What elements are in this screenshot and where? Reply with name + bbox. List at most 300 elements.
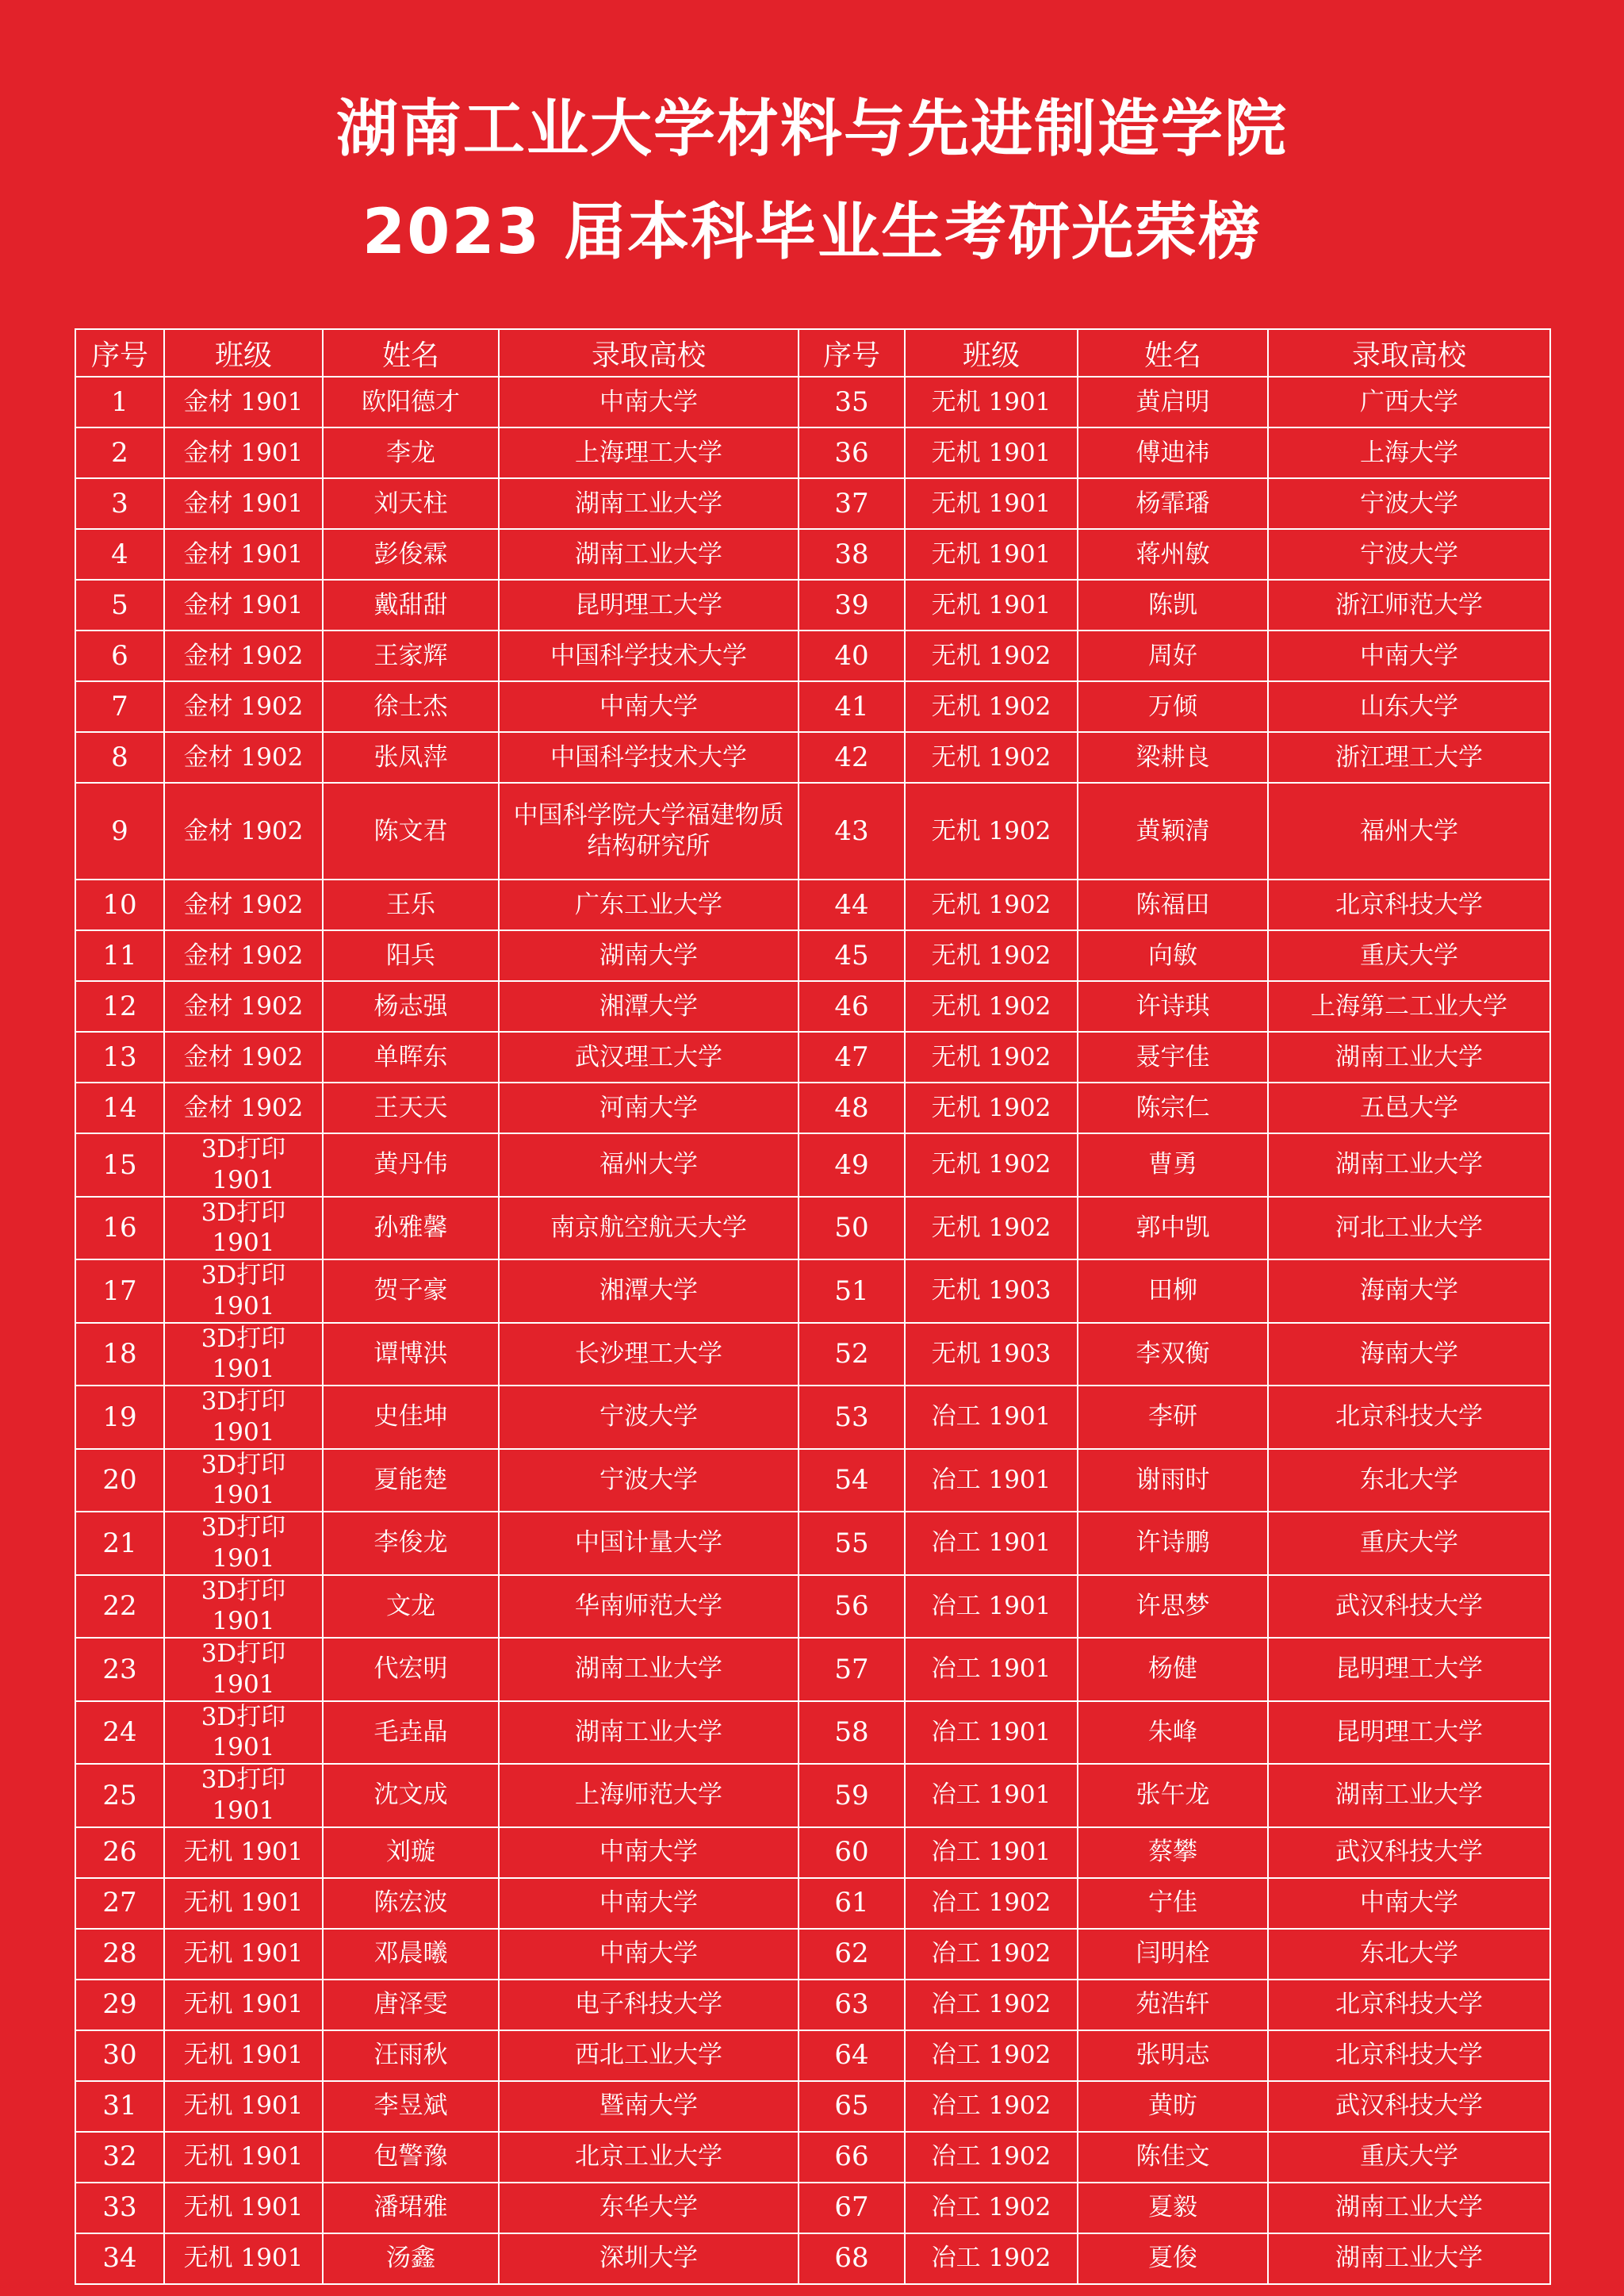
table-row [75, 681, 1550, 732]
serial-number: 5 [75, 580, 164, 631]
admitted-school: 湖南工业大学 [1268, 2183, 1550, 2233]
serial-number: 46 [799, 981, 905, 1032]
serial-number: 26 [75, 1827, 164, 1878]
serial-number: 57 [799, 1638, 905, 1701]
student-name: 黄昉 [1078, 2081, 1268, 2132]
student-name: 蒋州敏 [1078, 529, 1268, 580]
class-name: 冶工 1902 [905, 1878, 1078, 1929]
admitted-school: 中南大学 [1268, 631, 1550, 681]
admitted-school: 武汉理工大学 [499, 1032, 799, 1083]
class-name: 3D打印 1901 [164, 1197, 323, 1260]
student-name: 许诗琪 [1078, 981, 1268, 1032]
serial-number: 4 [75, 529, 164, 580]
serial-number: 9 [75, 783, 164, 880]
student-name: 邓晨曦 [323, 1929, 499, 1980]
serial-number: 48 [799, 1083, 905, 1133]
admitted-school: 电子科技大学 [499, 1980, 799, 2030]
class-name: 无机 1902 [905, 880, 1078, 930]
student-name: 谢雨时 [1078, 1449, 1268, 1512]
admitted-school: 福州大学 [499, 1133, 799, 1197]
serial-number: 22 [75, 1575, 164, 1639]
class-name: 无机 1901 [905, 529, 1078, 580]
serial-number: 35 [799, 377, 905, 427]
serial-number: 52 [799, 1323, 905, 1386]
header-cell: 班级 [905, 329, 1078, 377]
admitted-school: 湘潭大学 [499, 1259, 799, 1323]
class-name: 金材 1902 [164, 1032, 323, 1083]
student-name: 周好 [1078, 631, 1268, 681]
class-name: 无机 1902 [905, 1133, 1078, 1197]
class-name: 冶工 1902 [905, 2030, 1078, 2081]
class-name: 3D打印 1901 [164, 1259, 323, 1323]
admitted-school: 中国科学技术大学 [499, 631, 799, 681]
admitted-school: 南京航空航天大学 [499, 1197, 799, 1260]
table-row [75, 1512, 1550, 1575]
admitted-school: 中国科学技术大学 [499, 732, 799, 783]
header-cell: 姓名 [1078, 329, 1268, 377]
student-name: 陈文君 [323, 783, 499, 880]
table-row [75, 1133, 1550, 1197]
admitted-school: 武汉科技大学 [1268, 1827, 1550, 1878]
student-name: 黄丹伟 [323, 1133, 499, 1197]
student-name: 陈宗仁 [1078, 1083, 1268, 1133]
student-name: 毛垚晶 [323, 1701, 499, 1765]
class-name: 金材 1902 [164, 1083, 323, 1133]
admitted-school: 湖南大学 [499, 930, 799, 981]
table-row [75, 1878, 1550, 1929]
serial-number: 3 [75, 478, 164, 529]
serial-number: 44 [799, 880, 905, 930]
class-name: 3D打印 1901 [164, 1449, 323, 1512]
serial-number: 15 [75, 1133, 164, 1197]
serial-number: 64 [799, 2030, 905, 2081]
admitted-school: 中国科学院大学福建物质结构研究所 [499, 783, 799, 880]
admitted-school: 武汉科技大学 [1268, 2081, 1550, 2132]
admitted-school: 河南大学 [499, 1083, 799, 1133]
admitted-school: 中南大学 [499, 377, 799, 427]
class-name: 冶工 1901 [905, 1512, 1078, 1575]
class-name: 冶工 1902 [905, 2233, 1078, 2284]
header-cell: 班级 [164, 329, 323, 377]
class-name: 无机 1903 [905, 1259, 1078, 1323]
class-name: 金材 1902 [164, 732, 323, 783]
table-row [75, 631, 1550, 681]
admitted-school: 湖南工业大学 [1268, 2233, 1550, 2284]
serial-number: 65 [799, 2081, 905, 2132]
student-name: 包警豫 [323, 2132, 499, 2183]
serial-number: 36 [799, 427, 905, 478]
class-name: 3D打印 1901 [164, 1512, 323, 1575]
serial-number: 43 [799, 783, 905, 880]
student-name: 宁佳 [1078, 1878, 1268, 1929]
serial-number: 40 [799, 631, 905, 681]
class-name: 金材 1901 [164, 377, 323, 427]
table-row [75, 1386, 1550, 1449]
student-name: 文龙 [323, 1575, 499, 1639]
admitted-school: 湖南工业大学 [499, 529, 799, 580]
student-name: 陈佳文 [1078, 2132, 1268, 2183]
table-row [75, 1197, 1550, 1260]
student-name: 王天天 [323, 1083, 499, 1133]
admitted-school: 五邑大学 [1268, 1083, 1550, 1133]
student-name: 杨志强 [323, 981, 499, 1032]
admitted-school: 宁波大学 [499, 1386, 799, 1449]
admitted-school: 山东大学 [1268, 681, 1550, 732]
student-name: 许诗鹏 [1078, 1512, 1268, 1575]
admitted-school: 宁波大学 [1268, 529, 1550, 580]
admitted-school: 中国计量大学 [499, 1512, 799, 1575]
class-name: 冶工 1901 [905, 1827, 1078, 1878]
student-name: 傅迪祎 [1078, 427, 1268, 478]
admitted-school: 浙江师范大学 [1268, 580, 1550, 631]
table-row [75, 1575, 1550, 1639]
header-cell: 序号 [75, 329, 164, 377]
header-cell: 录取高校 [499, 329, 799, 377]
admitted-school: 北京科技大学 [1268, 880, 1550, 930]
class-name: 冶工 1901 [905, 1449, 1078, 1512]
serial-number: 53 [799, 1386, 905, 1449]
serial-number: 10 [75, 880, 164, 930]
class-name: 金材 1902 [164, 631, 323, 681]
student-name: 曹勇 [1078, 1133, 1268, 1197]
table-row [75, 1929, 1550, 1980]
class-name: 无机 1902 [905, 1197, 1078, 1260]
admitted-school: 浙江理工大学 [1268, 732, 1550, 783]
student-name: 朱峰 [1078, 1701, 1268, 1765]
student-name: 夏能楚 [323, 1449, 499, 1512]
student-name: 阳兵 [323, 930, 499, 981]
class-name: 3D打印 1901 [164, 1575, 323, 1639]
table-row [75, 1827, 1550, 1878]
admitted-school: 湖南工业大学 [499, 1638, 799, 1701]
admitted-school: 北京科技大学 [1268, 1386, 1550, 1449]
class-name: 冶工 1902 [905, 1929, 1078, 1980]
admitted-school: 上海大学 [1268, 427, 1550, 478]
class-name: 无机 1901 [905, 427, 1078, 478]
student-name: 郭中凯 [1078, 1197, 1268, 1260]
student-name: 聂宇佳 [1078, 1032, 1268, 1083]
class-name: 冶工 1902 [905, 2132, 1078, 2183]
serial-number: 24 [75, 1701, 164, 1765]
admitted-school: 长沙理工大学 [499, 1323, 799, 1386]
serial-number: 19 [75, 1386, 164, 1449]
student-name: 汤鑫 [323, 2233, 499, 2284]
serial-number: 18 [75, 1323, 164, 1386]
class-name: 无机 1903 [905, 1323, 1078, 1386]
student-name: 张凤萍 [323, 732, 499, 783]
table-row [75, 2183, 1550, 2233]
serial-number: 58 [799, 1701, 905, 1765]
class-name: 无机 1902 [905, 783, 1078, 880]
table-row [75, 2132, 1550, 2183]
serial-number: 31 [75, 2081, 164, 2132]
serial-number: 59 [799, 1764, 905, 1827]
student-name: 陈宏波 [323, 1878, 499, 1929]
serial-number: 55 [799, 1512, 905, 1575]
serial-number: 47 [799, 1032, 905, 1083]
class-name: 无机 1901 [164, 2183, 323, 2233]
class-name: 金材 1902 [164, 981, 323, 1032]
class-name: 无机 1901 [164, 2081, 323, 2132]
admitted-school: 中南大学 [1268, 1878, 1550, 1929]
table-row [75, 732, 1550, 783]
student-name: 沈文成 [323, 1764, 499, 1827]
student-name: 陈福田 [1078, 880, 1268, 930]
class-name: 3D打印 1901 [164, 1323, 323, 1386]
student-name: 孙雅馨 [323, 1197, 499, 1260]
table-row [75, 427, 1550, 478]
serial-number: 6 [75, 631, 164, 681]
admitted-school: 湖南工业大学 [1268, 1764, 1550, 1827]
serial-number: 28 [75, 1929, 164, 1980]
student-name: 刘天柱 [323, 478, 499, 529]
class-name: 3D打印 1901 [164, 1701, 323, 1765]
serial-number: 68 [799, 2233, 905, 2284]
student-name: 谭博洪 [323, 1323, 499, 1386]
class-name: 冶工 1902 [905, 1980, 1078, 2030]
student-name: 代宏明 [323, 1638, 499, 1701]
student-name: 苑浩轩 [1078, 1980, 1268, 2030]
table-row [75, 2233, 1550, 2284]
header-cell: 序号 [799, 329, 905, 377]
class-name: 3D打印 1901 [164, 1386, 323, 1449]
class-name: 3D打印 1901 [164, 1133, 323, 1197]
class-name: 无机 1901 [164, 2030, 323, 2081]
admitted-school: 上海师范大学 [499, 1764, 799, 1827]
class-name: 无机 1901 [164, 1827, 323, 1878]
admitted-school: 华南师范大学 [499, 1575, 799, 1639]
class-name: 金材 1901 [164, 529, 323, 580]
admitted-school: 北京科技大学 [1268, 2030, 1550, 2081]
serial-number: 14 [75, 1083, 164, 1133]
admitted-school: 上海理工大学 [499, 427, 799, 478]
table-row [75, 1449, 1550, 1512]
admitted-school: 广东工业大学 [499, 880, 799, 930]
admitted-school: 昆明理工大学 [499, 580, 799, 631]
class-name: 金材 1902 [164, 930, 323, 981]
serial-number: 38 [799, 529, 905, 580]
admitted-school: 湖南工业大学 [499, 478, 799, 529]
admitted-school: 北京工业大学 [499, 2132, 799, 2183]
serial-number: 33 [75, 2183, 164, 2233]
student-name: 向敏 [1078, 930, 1268, 981]
table-row [75, 580, 1550, 631]
student-name: 李龙 [323, 427, 499, 478]
table-row [75, 880, 1550, 930]
serial-number: 20 [75, 1449, 164, 1512]
class-name: 金材 1902 [164, 783, 323, 880]
serial-number: 11 [75, 930, 164, 981]
serial-number: 1 [75, 377, 164, 427]
admission-table [75, 328, 1551, 2285]
serial-number: 51 [799, 1259, 905, 1323]
admitted-school: 中南大学 [499, 681, 799, 732]
serial-number: 13 [75, 1032, 164, 1083]
class-name: 无机 1901 [164, 1878, 323, 1929]
student-name: 唐泽雯 [323, 1980, 499, 2030]
class-name: 无机 1902 [905, 1032, 1078, 1083]
class-name: 无机 1901 [905, 478, 1078, 529]
admitted-school: 西北工业大学 [499, 2030, 799, 2081]
student-name: 王乐 [323, 880, 499, 930]
admitted-school: 宁波大学 [1268, 478, 1550, 529]
student-name: 许思梦 [1078, 1575, 1268, 1639]
class-name: 无机 1902 [905, 681, 1078, 732]
admitted-school: 宁波大学 [499, 1449, 799, 1512]
class-name: 冶工 1901 [905, 1386, 1078, 1449]
table-row [75, 1323, 1550, 1386]
serial-number: 8 [75, 732, 164, 783]
student-name: 李研 [1078, 1386, 1268, 1449]
class-name: 3D打印 1901 [164, 1764, 323, 1827]
admitted-school: 湖南工业大学 [1268, 1032, 1550, 1083]
header-cell: 姓名 [323, 329, 499, 377]
student-name: 徐士杰 [323, 681, 499, 732]
student-name: 贺子豪 [323, 1259, 499, 1323]
student-name: 张明志 [1078, 2030, 1268, 2081]
student-name: 张午龙 [1078, 1764, 1268, 1827]
table-header-row [75, 329, 1550, 377]
student-name: 陈凯 [1078, 580, 1268, 631]
serial-number: 30 [75, 2030, 164, 2081]
class-name: 冶工 1902 [905, 2081, 1078, 2132]
serial-number: 32 [75, 2132, 164, 2183]
admitted-school: 北京科技大学 [1268, 1980, 1550, 2030]
admitted-school: 河北工业大学 [1268, 1197, 1550, 1260]
serial-number: 45 [799, 930, 905, 981]
serial-number: 37 [799, 478, 905, 529]
serial-number: 17 [75, 1259, 164, 1323]
table-row [75, 783, 1550, 880]
student-name: 刘璇 [323, 1827, 499, 1878]
admitted-school: 海南大学 [1268, 1323, 1550, 1386]
admitted-school: 重庆大学 [1268, 1512, 1550, 1575]
class-name: 金材 1902 [164, 880, 323, 930]
serial-number: 39 [799, 580, 905, 631]
class-name: 金材 1901 [164, 427, 323, 478]
serial-number: 7 [75, 681, 164, 732]
student-name: 杨健 [1078, 1638, 1268, 1701]
serial-number: 50 [799, 1197, 905, 1260]
class-name: 冶工 1901 [905, 1575, 1078, 1639]
class-name: 冶工 1902 [905, 2183, 1078, 2233]
class-name: 无机 1902 [905, 732, 1078, 783]
admitted-school: 海南大学 [1268, 1259, 1550, 1323]
serial-number: 61 [799, 1878, 905, 1929]
admitted-school: 东北大学 [1268, 1929, 1550, 1980]
serial-number: 29 [75, 1980, 164, 2030]
serial-number: 56 [799, 1575, 905, 1639]
serial-number: 54 [799, 1449, 905, 1512]
table-row [75, 1083, 1550, 1133]
serial-number: 60 [799, 1827, 905, 1878]
table-row [75, 1032, 1550, 1083]
serial-number: 23 [75, 1638, 164, 1701]
serial-number: 66 [799, 2132, 905, 2183]
table-row [75, 1980, 1550, 2030]
student-name: 梁耕良 [1078, 732, 1268, 783]
class-name: 无机 1902 [905, 981, 1078, 1032]
class-name: 金材 1902 [164, 681, 323, 732]
table-row [75, 930, 1550, 981]
student-name: 潘珺雅 [323, 2183, 499, 2233]
serial-number: 21 [75, 1512, 164, 1575]
table-row [75, 1638, 1550, 1701]
serial-number: 2 [75, 427, 164, 478]
admitted-school: 中南大学 [499, 1878, 799, 1929]
student-name: 蔡攀 [1078, 1827, 1268, 1878]
admitted-school: 昆明理工大学 [1268, 1638, 1550, 1701]
table-row [75, 377, 1550, 427]
table-row [75, 1259, 1550, 1323]
student-name: 戴甜甜 [323, 580, 499, 631]
class-name: 无机 1901 [905, 377, 1078, 427]
admitted-school: 福州大学 [1268, 783, 1550, 880]
student-name: 李昱斌 [323, 2081, 499, 2132]
admitted-school: 湘潭大学 [499, 981, 799, 1032]
student-name: 田柳 [1078, 1259, 1268, 1323]
class-name: 无机 1902 [905, 1083, 1078, 1133]
student-name: 夏俊 [1078, 2233, 1268, 2284]
class-name: 金材 1901 [164, 580, 323, 631]
table-row [75, 2030, 1550, 2081]
serial-number: 34 [75, 2233, 164, 2284]
admitted-school: 重庆大学 [1268, 930, 1550, 981]
serial-number: 16 [75, 1197, 164, 1260]
table-row [75, 1701, 1550, 1765]
student-name: 汪雨秋 [323, 2030, 499, 2081]
student-name: 李双衡 [1078, 1323, 1268, 1386]
admitted-school: 昆明理工大学 [1268, 1701, 1550, 1765]
class-name: 无机 1901 [164, 1980, 323, 2030]
serial-number: 63 [799, 1980, 905, 2030]
admitted-school: 湖南工业大学 [1268, 1133, 1550, 1197]
serial-number: 67 [799, 2183, 905, 2233]
admitted-school: 广西大学 [1268, 377, 1550, 427]
table-row [75, 981, 1550, 1032]
class-name: 无机 1901 [164, 1929, 323, 1980]
student-name: 闫明栓 [1078, 1929, 1268, 1980]
class-name: 冶工 1901 [905, 1764, 1078, 1827]
table-row [75, 2081, 1550, 2132]
admitted-school: 暨南大学 [499, 2081, 799, 2132]
table-row [75, 1764, 1550, 1827]
admitted-school: 武汉科技大学 [1268, 1575, 1550, 1639]
table-body [75, 377, 1550, 2284]
class-name: 冶工 1901 [905, 1638, 1078, 1701]
serial-number: 25 [75, 1764, 164, 1827]
admitted-school: 中南大学 [499, 1929, 799, 1980]
student-name: 李俊龙 [323, 1512, 499, 1575]
class-name: 无机 1901 [164, 2233, 323, 2284]
student-name: 史佳坤 [323, 1386, 499, 1449]
serial-number: 27 [75, 1878, 164, 1929]
class-name: 金材 1901 [164, 478, 323, 529]
student-name: 夏毅 [1078, 2183, 1268, 2233]
class-name: 无机 1902 [905, 631, 1078, 681]
student-name: 黄启明 [1078, 377, 1268, 427]
student-name: 王家辉 [323, 631, 499, 681]
admitted-school: 深圳大学 [499, 2233, 799, 2284]
class-name: 冶工 1901 [905, 1701, 1078, 1765]
admitted-school: 东华大学 [499, 2183, 799, 2233]
admitted-school: 中南大学 [499, 1827, 799, 1878]
class-name: 无机 1901 [905, 580, 1078, 631]
table-row [75, 529, 1550, 580]
serial-number: 41 [799, 681, 905, 732]
header-cell: 录取高校 [1268, 329, 1550, 377]
admitted-school: 湖南工业大学 [499, 1701, 799, 1765]
